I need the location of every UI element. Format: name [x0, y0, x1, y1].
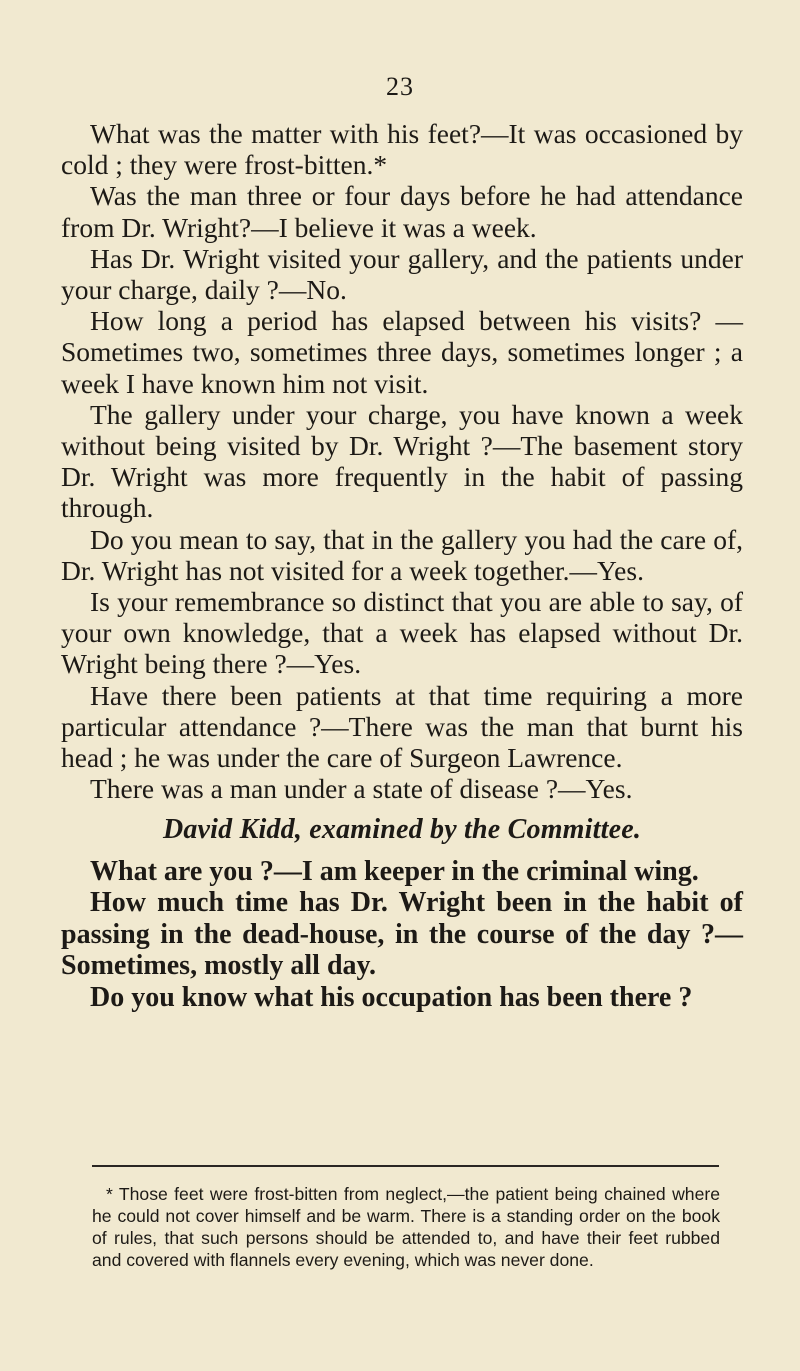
footnote: * Those feet were frost-bitten from neglect,—the patient being chained where he could not cover himself and be warm. There is a standing order on the book of rules, that such persons should be attended to, and have their feet rubbed and covered with flannels every evening, which was never done. [92, 1184, 720, 1270]
page-number: 23 [386, 72, 414, 101]
testimony-paragraph: How much time has Dr. Wright been in the habit of passing in the dead-house, in the course of the day ?—Sometimes, mostly all day. [61, 887, 743, 982]
testimony-text [61, 118, 743, 1013]
kidd-testimony [61, 856, 743, 1014]
testimony-paragraph: Is your remembrance so distinct that you are able to say, of your own knowledge, that a week has elapsed without Dr. Wright being there ?—Yes. [61, 586, 743, 680]
testimony-paragraph: There was a man under a state of disease ?—Yes. [90, 773, 633, 805]
testimony-paragraph: What was the matter with his feet?—It was occasioned by cold ; they were frost-bitten.* [61, 118, 743, 181]
testimony-paragraph: Have there been patients at that time requiring a more particular attendance ?—There was the man that burnt his head ; he was under the care of Surgeon Lawrence. [61, 679, 743, 774]
testimony-paragraph: Do you know what his occupation has been there ? [90, 981, 693, 1013]
testimony-paragraph: Has Dr. Wright visited your gallery, and the patients under your charge, daily ?—No. [61, 242, 743, 306]
testimony-paragraph: The gallery under your charge, you have known a week without being visited by Dr. Wright ?—The basement story Dr. Wright was more frequently in the habit of passing through. [61, 398, 743, 524]
testimony-paragraph: What are you ?—I am keeper in the criminal wing. [90, 855, 699, 887]
section-heading: David Kidd, examined by the Committee. [162, 814, 642, 846]
testimony-paragraph: Do you mean to say, that in the gallery you had the care of, Dr. Wright has not visited for a week together.—Yes. [61, 523, 743, 586]
footnote-divider [92, 1165, 719, 1167]
testimony-paragraph: How long a period has elapsed between his visits? —Sometimes two, sometimes three days, sometimes longer ; a week I have known him not visit. [61, 305, 743, 399]
testimony-paragraph: Was the man three or four days before he had attendance from Dr. Wright?—I believe it was a week. [61, 180, 743, 243]
